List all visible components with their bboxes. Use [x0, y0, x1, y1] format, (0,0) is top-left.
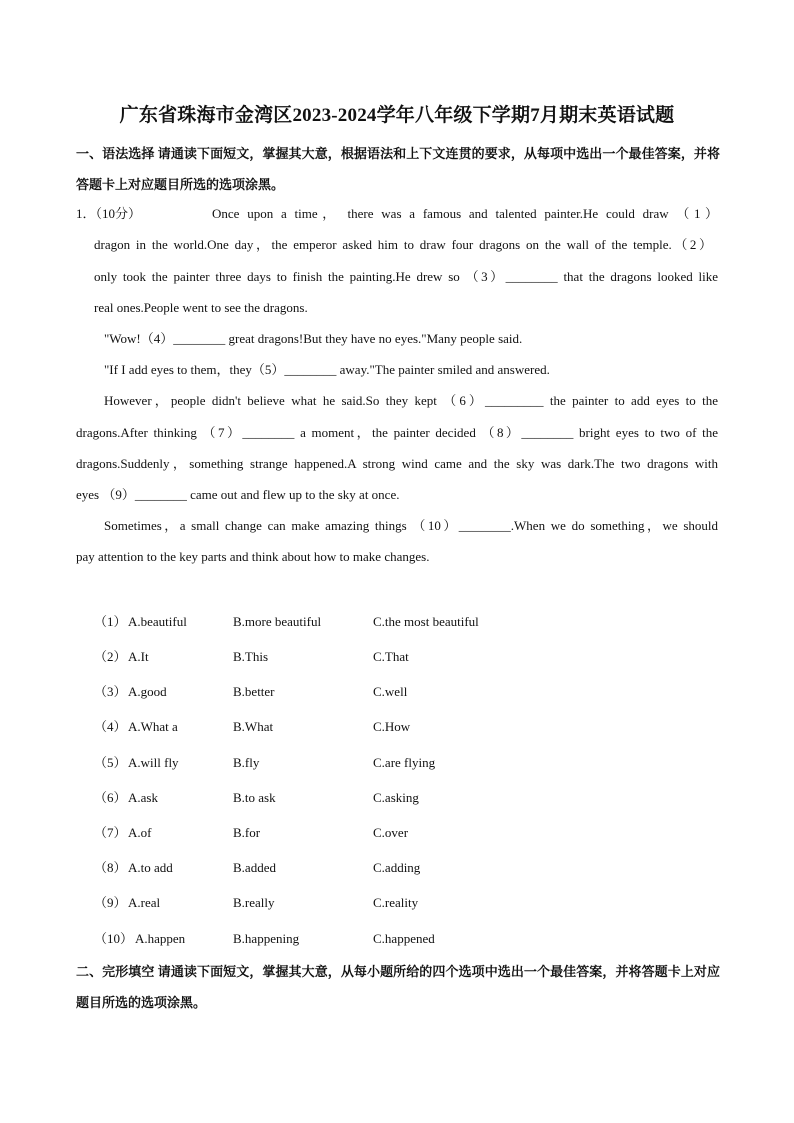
option-number: （3） — [94, 684, 127, 699]
passage-line: However，people didn't believe what he said.So they kept （6）_________ the painter to add eyes to the — [104, 393, 718, 408]
option-c: C.happened — [373, 931, 435, 946]
section-2-heading: 二、完形填空 请通读下面短文，掌握其大意，从每小题所给的四个选项中选出一个最佳答案，并将答题卡上对应题目所选的选项涂黑。 — [76, 964, 720, 1010]
option-c: C.are flying — [373, 755, 436, 770]
passage-line: Once upon a time， there was a famous and talented painter.He could draw （1） — [212, 206, 718, 221]
option-number: （10） — [94, 931, 134, 946]
page-title: 广东省珠海市金湾区2023-2024学年八年级下学期7月期末英语试题 — [119, 105, 675, 126]
option-b: B.What — [233, 719, 274, 734]
passage-line: dragon in the world.One day，the emperor asked him to draw four dragons on the wall of the temple.（2） — [94, 237, 712, 252]
option-a: A.happen — [135, 931, 186, 946]
option-a: A.of — [128, 825, 152, 840]
option-number: （1） — [94, 614, 127, 629]
option-b: B.This — [233, 649, 269, 664]
option-b: B.fly — [233, 755, 260, 770]
question-number: 1．（10分） — [76, 206, 142, 221]
option-number: （6） — [94, 790, 127, 805]
option-number: （8） — [94, 860, 127, 875]
option-c: C.reality — [373, 895, 419, 910]
option-number: （9） — [94, 895, 127, 910]
option-a: A.real — [128, 895, 161, 910]
option-b: B.really — [233, 895, 275, 910]
option-number: （4） — [94, 719, 127, 734]
option-a: A.will fly — [128, 755, 179, 770]
option-c: C.the most beautiful — [373, 614, 479, 629]
option-c: C.asking — [373, 790, 419, 805]
section-1-heading: 一、语法选择 请通读下面短文，掌握其大意，根据语法和上下文连贯的要求，从每项中选出一个最佳答案，并将答题卡上对应题目所选的选项涂黑。 — [76, 146, 720, 192]
option-b: B.for — [233, 825, 261, 840]
option-a: A.beautiful — [128, 614, 187, 629]
option-b: B.better — [233, 684, 275, 699]
option-b: B.happening — [233, 931, 300, 946]
passage-line: Sometimes，a small change can make amazing things （10）________.When we do something，we should — [104, 518, 718, 533]
passage-line: dragons.Suddenly，something strange happened.A strong wind came and the sky was dark.The two dragons with — [76, 456, 718, 471]
option-c: C.How — [373, 719, 411, 734]
passage-line: only took the painter three days to finish the painting.He drew so （3）________ that the dragons looked like — [94, 269, 718, 284]
passage-line: eyes （9）________ came out and flew up to the sky at once. — [76, 487, 400, 502]
option-a: A.ask — [128, 790, 158, 805]
passage-line: real ones.People went to see the dragons. — [94, 300, 308, 315]
option-c: C.That — [373, 649, 409, 664]
option-b: B.to ask — [233, 790, 276, 805]
passage-line: pay attention to the key parts and think about how to make changes. — [76, 549, 430, 564]
option-a: A.It — [128, 649, 149, 664]
option-b: B.more beautiful — [233, 614, 322, 629]
option-number: （2） — [94, 649, 127, 664]
option-a: A.good — [128, 684, 167, 699]
option-a: A.What a — [128, 719, 178, 734]
passage-line: "If I add eyes to them，they（5）________ away."The painter smiled and answered. — [104, 362, 550, 377]
option-c: C.well — [373, 684, 408, 699]
passage-line: dragons.After thinking （7）________ a moment，the painter decided （8）________ bright eyes to two of the — [76, 425, 718, 440]
option-c: C.over — [373, 825, 409, 840]
passage-line: "Wow!（4）________ great dragons!But they have no eyes."Many people said. — [104, 331, 523, 346]
option-number: （5） — [94, 755, 127, 770]
option-b: B.added — [233, 860, 276, 875]
option-a: A.to add — [128, 860, 173, 875]
option-number: （7） — [94, 825, 127, 840]
option-c: C.adding — [373, 860, 421, 875]
